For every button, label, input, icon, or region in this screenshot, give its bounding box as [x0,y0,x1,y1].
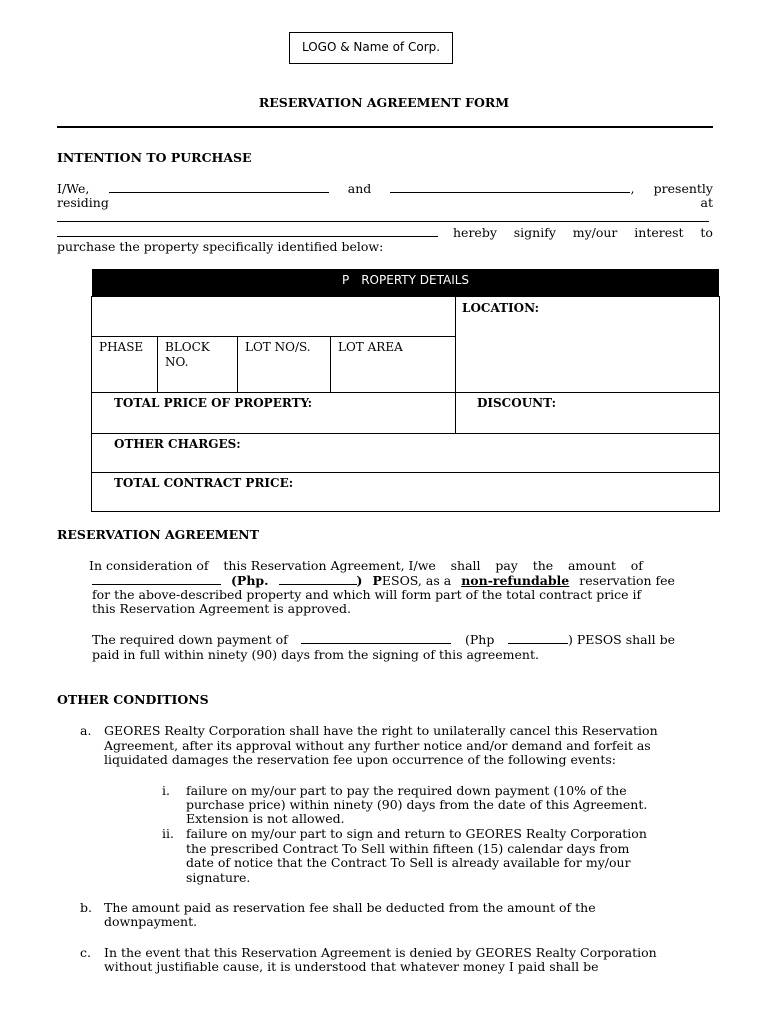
buyer-name-blank-1[interactable] [109,181,329,193]
intention-residing-label: residing [57,195,109,210]
reservation-pesos-rest: ESOS, as a [381,573,452,588]
property-header-rest: ROPERTY DETAILS [361,273,470,287]
other-conditions-heading: OTHER CONDITIONS [57,692,209,707]
condition-b-line-2: downpayment. [104,914,198,929]
table-divider [91,433,720,434]
lot-number-column-label: LOT NO/S. [245,340,311,354]
form-title: RESERVATION AGREEMENT FORM [258,95,510,110]
intention-line-1 [57,181,713,196]
block-column-label [165,340,210,370]
phase-column-label: PHASE [99,340,144,354]
condition-a-line-3: liquidated damages the reservation fee upon occurrence of the following events: [104,752,616,767]
reservation-word: amount [567,558,616,573]
intention-line-2 [57,195,713,210]
condition-b-marker: b. [80,900,92,915]
other-charges-label: OTHER CHARGES: [114,437,241,451]
condition-i-marker: i. [162,783,170,798]
condition-ii-line-3: date of notice that the Contract To Sell is already available for my/our [186,855,631,870]
reservation-word: pay [495,558,518,573]
total-price-label: TOTAL PRICE OF PROPERTY: [114,396,313,410]
reservation-p1-line-1 [89,558,643,573]
reservation-p2-line-2: paid in full within ninety (90) days from the signing of this agreement. [92,647,539,662]
buyer-name-blank-2[interactable] [390,181,630,193]
reservation-p1-line-2 [92,573,675,588]
intention-word: hereby [453,225,497,240]
non-refundable-label: non-refundable [461,573,570,588]
property-header-p: P [341,273,350,287]
table-divider [91,336,455,337]
reservation-p1-line-3: for the above-described property and which will form part of the total contract price if [92,587,642,602]
condition-c-line-2: without justifiable cause, it is understood that whatever money I paid shall be [104,959,599,974]
condition-a-marker: a. [80,723,92,738]
location-label: LOCATION: [462,301,540,315]
reservation-word: In consideration of [89,558,209,573]
block-label-line-2: NO. [165,355,189,369]
reservation-fee-label: reservation fee [579,573,675,588]
intention-and-label: and [347,181,372,196]
downpayment-words-blank[interactable] [301,632,451,644]
table-divider [91,392,720,393]
intention-line-4: purchase the property specifically identified below: [57,239,384,254]
downpayment-figure-blank[interactable] [508,632,568,644]
reservation-word: this Reservation Agreement, I/we [223,558,436,573]
condition-ii-line-1: failure on my/our part to sign and return to GEORES Realty Corporation [186,826,647,841]
property-details-header [92,269,719,296]
intention-comma: , [630,181,635,196]
condition-ii-line-2: the prescribed Contract To Sell within fifteen (15) calendar days from [186,841,630,856]
title-divider [57,126,713,128]
intention-heading: INTENTION TO PURCHASE [57,150,252,165]
intention-word: interest [634,225,684,240]
table-divider [237,336,238,392]
intention-at-label: at [700,195,713,210]
reservation-pesos-p: P [372,573,382,588]
condition-b-line-1: The amount paid as reservation fee shall be deducted from the amount of the [104,900,596,915]
reservation-php-label: (Php. [231,573,269,588]
condition-c-marker: c. [80,945,91,960]
condition-a-line-1: GEORES Realty Corporation shall have the right to unilaterally cancel this Reservation [104,723,658,738]
table-divider [157,336,158,392]
reservation-heading: RESERVATION AGREEMENT [57,527,259,542]
downpayment-label: The required down payment of [92,632,288,647]
downpayment-pesos-label: ) PESOS shall be [567,632,675,647]
intention-word: to [700,225,713,240]
address-blank-line-2[interactable] [57,225,438,237]
intention-word: signify [513,225,556,240]
discount-label: DISCOUNT: [477,396,557,410]
table-divider [455,296,456,434]
condition-ii-line-4: signature. [186,870,251,885]
condition-ii-marker: ii. [162,826,174,841]
condition-i-line-3: Extension is not allowed. [186,811,345,826]
table-divider [91,472,720,473]
block-label-line-1: BLOCK [165,340,210,354]
condition-i-line-1: failure on my/our part to pay the required down payment (10% of the [186,783,627,798]
condition-a-line-2: Agreement, after its approval without any further notice and/or demand and forfeit as [104,738,651,753]
total-contract-price-label: TOTAL CONTRACT PRICE: [114,476,294,490]
intention-word: my/our [572,225,618,240]
intention-line-3 [57,225,713,240]
downpayment-php-label: (Php [465,632,495,647]
reservation-word: of [630,558,643,573]
reservation-word: the [532,558,554,573]
reservation-amount-words-blank[interactable] [92,573,221,585]
condition-c-line-1: In the event that this Reservation Agreement is denied by GEORES Realty Corporation [104,945,657,960]
reservation-amount-figure-blank[interactable] [279,573,357,585]
table-divider [330,336,331,392]
condition-i-line-2: purchase price) within ninety (90) days from the date of this Agreement. [186,797,648,812]
reservation-close-paren: ) [356,573,363,588]
intention-presently-label: presently [653,181,713,196]
intention-iwe-label: I/We, [57,181,90,196]
address-blank-line-1[interactable] [57,210,709,222]
reservation-p1-line-4: this Reservation Agreement is approved. [92,601,352,616]
reservation-p2-line-1 [92,632,675,647]
corporate-logo-placeholder: LOGO & Name of Corp. [289,32,453,64]
reservation-word: shall [450,558,481,573]
lot-area-column-label: LOT AREA [338,340,403,354]
